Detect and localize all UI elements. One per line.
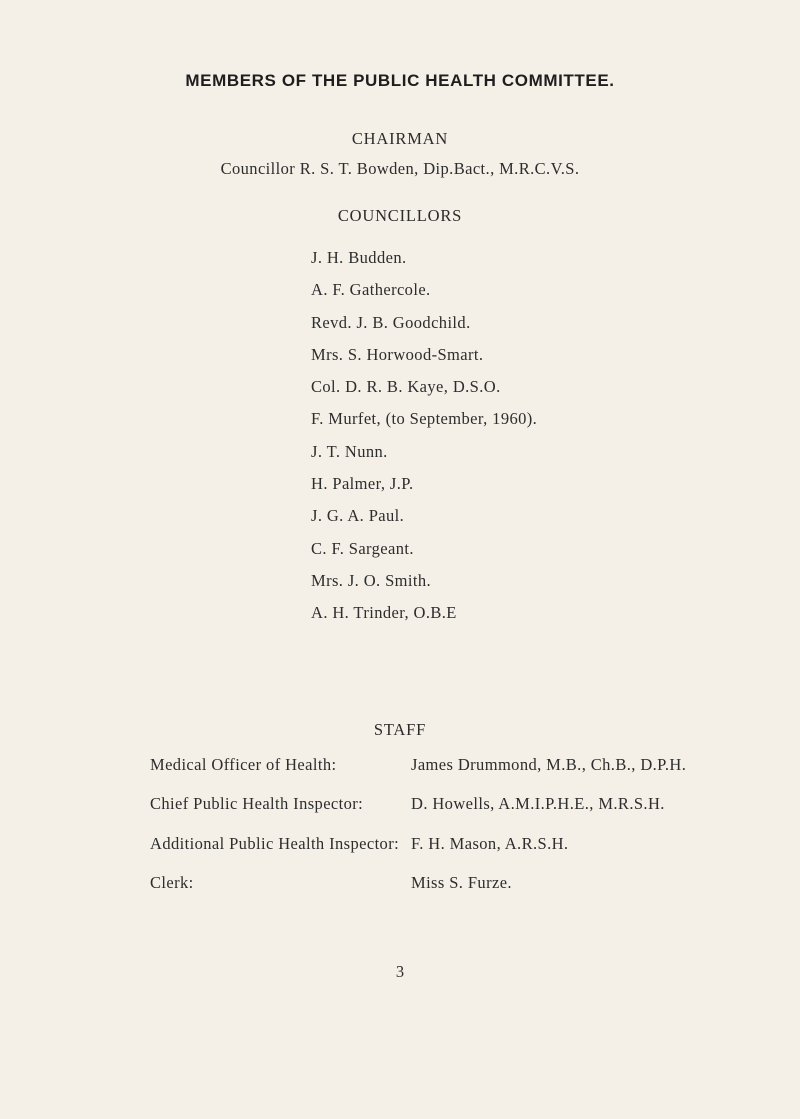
councillor-item: A. F. Gathercole.	[311, 280, 431, 300]
staff-row-additional-inspector	[150, 834, 750, 873]
chairman-heading: CHAIRMAN	[351, 129, 449, 148]
staff-row-clerk	[150, 873, 750, 912]
councillor-item: J. G. A. Paul.	[311, 506, 405, 526]
staff-person: James Drummond, M.B., Ch.B., D.P.H.	[411, 755, 687, 774]
staff-heading: STAFF	[373, 720, 427, 739]
staff-role: Chief Public Health Inspector:	[150, 794, 364, 814]
councillor-item: J. H. Budden.	[311, 248, 407, 267]
staff-person: D. Howells, A.M.I.P.H.E., M.R.S.H.	[411, 794, 665, 814]
staff-role: Clerk:	[150, 872, 194, 892]
page-title: MEMBERS OF THE PUBLIC HEALTH COMMITTEE.	[185, 71, 615, 90]
councillors-heading: COUNCILLORS	[337, 206, 463, 225]
staff-table	[150, 755, 750, 912]
staff-role: Medical Officer of Health:	[150, 755, 337, 774]
page-number: 3	[395, 962, 405, 981]
staff-row-chief-inspector	[150, 794, 750, 833]
councillor-item: Mrs. S. Horwood-Smart.	[311, 344, 484, 364]
staff-row-medical-officer	[150, 755, 750, 794]
staff-person: F. H. Mason, A.R.S.H.	[411, 833, 569, 853]
councillor-item: Mrs. J. O. Smith.	[311, 570, 432, 590]
staff-role: Additional Public Health Inspector:	[150, 833, 400, 853]
councillor-item: H. Palmer, J.P.	[311, 474, 414, 494]
chairman-name: Councillor R. S. T. Bowden, Dip.Bact., M.R.C.V.S.	[220, 159, 580, 178]
councillor-item: J. T. Nunn.	[311, 441, 388, 461]
councillor-item: Col. D. R. B. Kaye, D.S.O.	[311, 377, 501, 397]
staff-person: Miss S. Furze.	[411, 872, 512, 892]
councillor-item: A. H. Trinder, O.B.E	[311, 603, 457, 623]
councillor-item: C. F. Sargeant.	[311, 538, 414, 558]
councillor-list	[311, 248, 537, 636]
councillor-item: Revd. J. B. Goodchild.	[311, 312, 471, 332]
councillor-item: F. Murfet, (to September, 1960).	[311, 409, 538, 429]
